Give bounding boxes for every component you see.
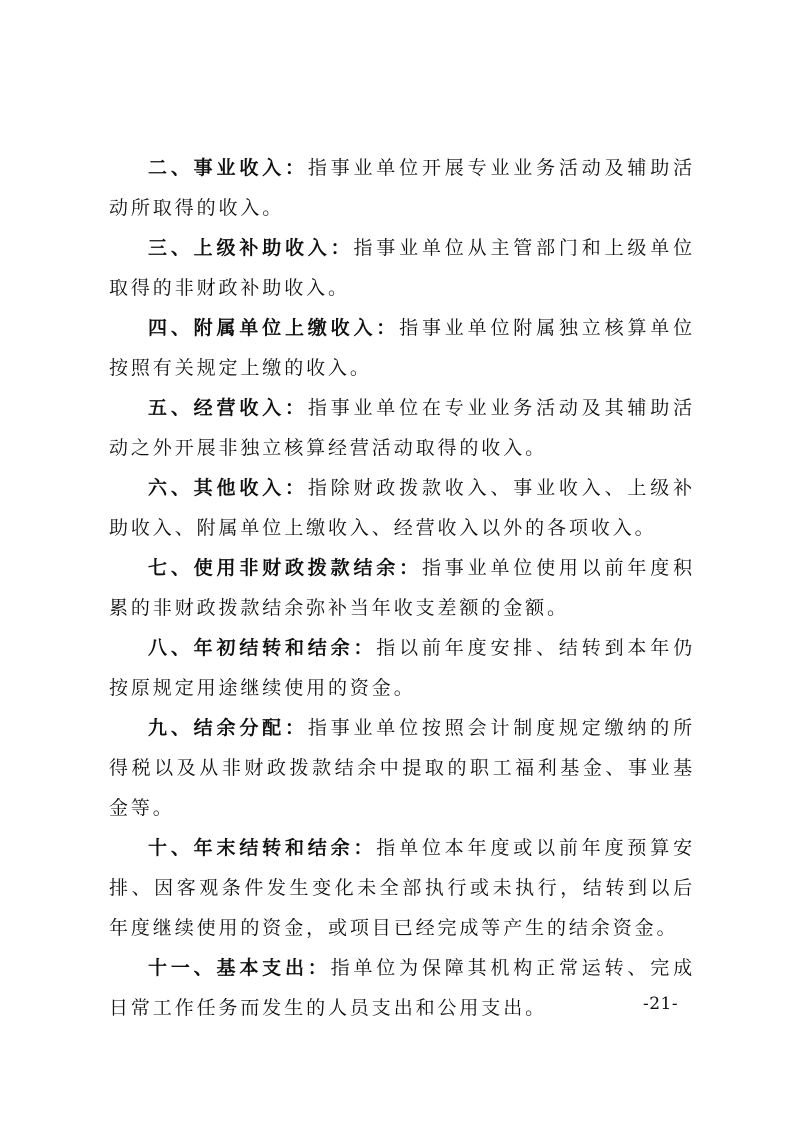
term-label: 三、上级补助收入： bbox=[148, 237, 354, 259]
definition-paragraph-opening-carryover bbox=[109, 628, 695, 708]
term-label: 九、结余分配： bbox=[148, 717, 308, 739]
term-definition: 指事业单位按照会计制度规定缴纳的所得税以及从非财政拨款结余中提取的职工福利基金、事业基金等。 bbox=[109, 717, 695, 819]
term-definition: 指以前年度安排、结转到本年仍按原规定用途继续使用的资金。 bbox=[109, 637, 695, 699]
term-definition: 指事业单位使用以前年度积累的非财政拨款结余弥补当年收支差额的金额。 bbox=[109, 557, 695, 619]
term-label: 十一、基本支出： bbox=[148, 957, 331, 979]
definition-paragraph-other-income bbox=[109, 468, 695, 548]
definition-paragraph-basic-expenditure bbox=[109, 948, 695, 1028]
definition-paragraph-income-business bbox=[109, 148, 695, 228]
term-definition: 指事业单位从主管部门和上级单位取得的非财政补助收入。 bbox=[109, 237, 695, 299]
term-definition: 指单位本年度或以前年度预算安排、因客观条件发生变化未全部执行或未执行，结转到以后年度继续使用的资金，或项目已经完成等产生的结余资金。 bbox=[109, 837, 695, 939]
term-definition: 指事业单位开展专业业务活动及辅助活动所取得的收入。 bbox=[109, 157, 695, 219]
term-label: 六、其他收入： bbox=[148, 477, 308, 499]
term-label: 五、经营收入： bbox=[148, 397, 308, 419]
term-definition: 指事业单位附属独立核算单位按照有关规定上缴的收入。 bbox=[109, 317, 696, 379]
term-label: 二、事业收入： bbox=[148, 157, 308, 179]
document-body bbox=[109, 148, 695, 1028]
term-definition: 指事业单位在专业业务活动及其辅助活动之外开展非独立核算经营活动取得的收入。 bbox=[109, 397, 695, 459]
definition-paragraph-surplus-distribution bbox=[109, 708, 695, 828]
definition-paragraph-subsidiary-remittance bbox=[109, 308, 695, 388]
term-definition: 指除财政拨款收入、事业收入、上级补助收入、附属单位上缴收入、经营收入以外的各项收入。 bbox=[109, 477, 695, 539]
definition-paragraph-closing-carryover bbox=[109, 828, 695, 948]
definition-paragraph-superior-subsidy bbox=[109, 228, 695, 308]
term-label: 七、使用非财政拨款结余： bbox=[148, 557, 422, 579]
term-label: 八、年初结转和结余： bbox=[148, 637, 377, 659]
definition-paragraph-operating-income bbox=[109, 388, 695, 468]
definition-paragraph-non-fiscal-surplus-use bbox=[109, 548, 695, 628]
term-label: 十、年末结转和结余： bbox=[148, 837, 377, 859]
page-number: -21- bbox=[643, 994, 679, 1014]
term-label: 四、附属单位上缴收入： bbox=[148, 317, 400, 339]
term-definition: 指单位为保障其机构正常运转、完成日常工作任务而发生的人员支出和公用支出。 bbox=[109, 957, 695, 1019]
